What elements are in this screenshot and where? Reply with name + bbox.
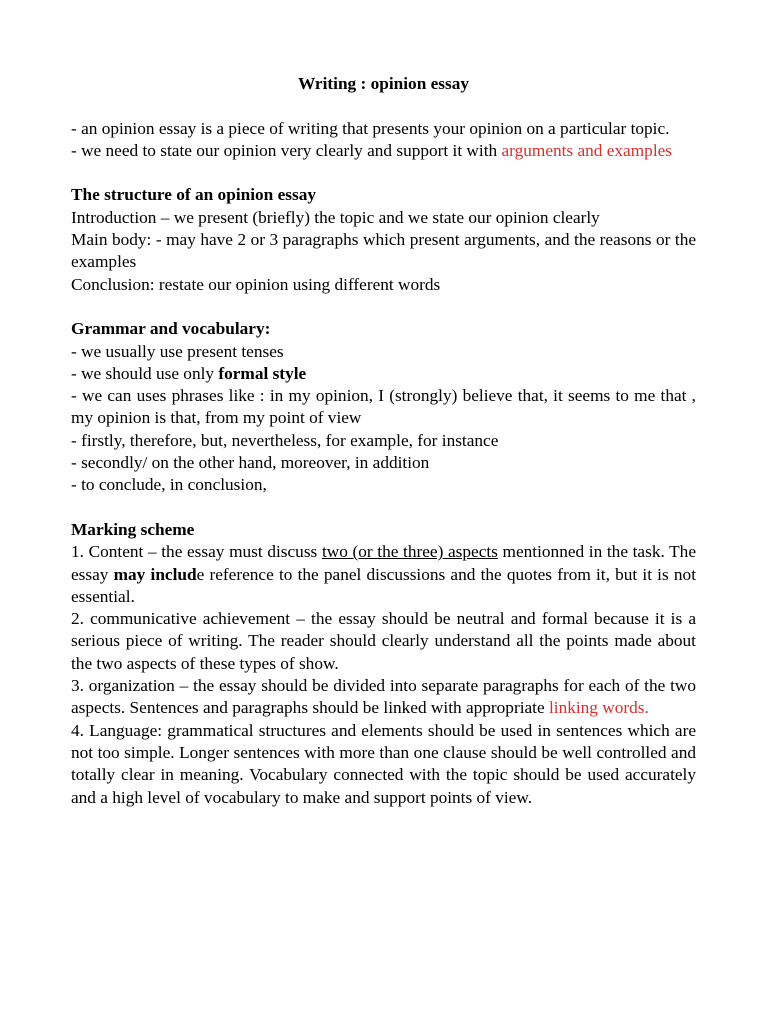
structure-conclusion: Conclusion: restate our opinion using different words [71, 274, 441, 294]
marking-content [71, 541, 696, 608]
intro-line-definition: - an opinion essay is a piece of writing that presents your opinion on a particular topic. [71, 118, 670, 138]
marking-organization-text: 3. organization – the essay should be divided into separate paragraphs for each of the two aspects. Sentences and paragraphs should be linked with appropriate [71, 676, 696, 718]
marking-content-text-c: e reference to the panel discussions and the quotes from it, but it is not essential. [71, 564, 696, 606]
structure-introduction: Introduction – we present (briefly) the topic and we state our opinion clearly [71, 207, 600, 227]
intro-support-text: - we need to state our opinion very clearly and support it with [71, 140, 502, 160]
grammar-heading: Grammar and vocabulary: [71, 319, 271, 339]
marking-content-underline: two (or the three) aspects [321, 542, 498, 562]
grammar-style-bold: formal style [218, 363, 307, 383]
marking-organization [71, 675, 696, 720]
grammar-item-phrases: - we can uses phrases like : in my opinion, I (strongly) believe that, it seems to me that , my opinion is that, from my point of view [71, 386, 696, 428]
spacer [71, 162, 696, 184]
grammar-item-tenses: - we usually use present tenses [71, 341, 284, 361]
document-body [71, 73, 696, 809]
grammar-item-linkers-1: - firstly, therefore, but, nevertheless, for example, for instance [71, 430, 499, 450]
grammar-item-linkers-3: - to conclude, in conclusion, [71, 475, 267, 495]
marking-language: 4. Language: grammatical structures and elements should be used in sentences which are not too simple. Longer sentences with more than one clause should be well controlled and totally clear in meaning. Vocabulary connected with the topic should be used accurately and a high level of vocabulary to make and support points of view. [71, 720, 696, 807]
marking-organization-highlight: linking words. [548, 698, 649, 718]
intro-line-support [71, 140, 696, 162]
grammar-item-linkers-2: - secondly/ on the other hand, moreover, in addition [71, 453, 430, 473]
marking-heading: Marking scheme [71, 519, 195, 539]
marking-content-bold: may includ [113, 564, 197, 584]
structure-heading: The structure of an opinion essay [71, 185, 317, 205]
intro-highlight: arguments and examples [501, 140, 673, 160]
marking-content-text-b: mentionned in the task. The essay [71, 542, 696, 584]
grammar-item-style [71, 363, 696, 385]
structure-main-body: Main body: - may have 2 or 3 paragraphs which present arguments, and the reasons or the examples [71, 230, 696, 272]
grammar-style-text: - we should use only [71, 363, 219, 383]
document-title: Writing : opinion essay [297, 74, 470, 93]
spacer [71, 296, 696, 318]
spacer [71, 497, 696, 519]
marking-communicative: 2. communicative achievement – the essay should be neutral and formal because it is a serious piece of writing. The reader should clearly understand all the points made about the two aspects of these types of show. [71, 609, 696, 673]
marking-content-text-a: 1. Content – the essay must discuss [71, 542, 322, 562]
